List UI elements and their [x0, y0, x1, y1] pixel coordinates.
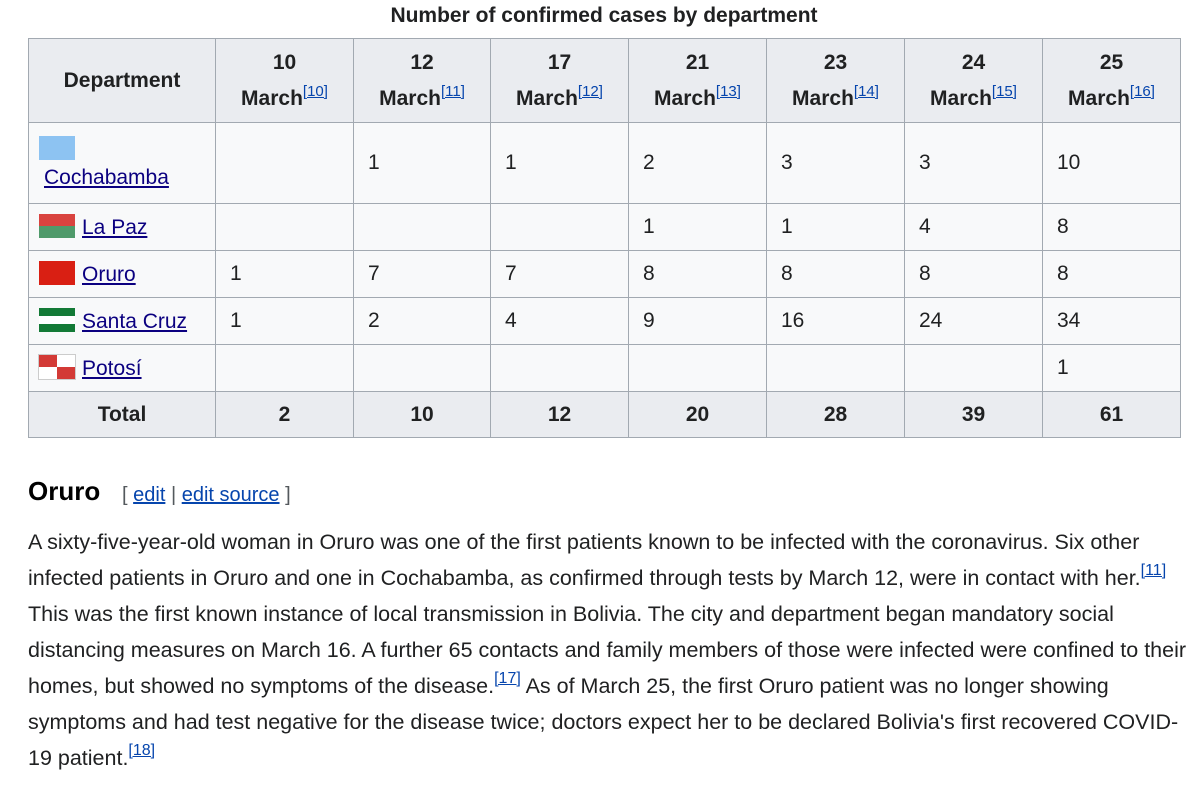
department-link-santa-cruz[interactable]: Santa Cruz: [82, 310, 188, 333]
date-header: [491, 39, 629, 123]
case-count-cell: 2: [354, 298, 491, 345]
edit-bracket-open: [: [122, 484, 128, 506]
case-count-cell: [354, 204, 491, 251]
potosi-flag-icon: [39, 355, 75, 379]
citation-link[interactable]: [11]: [1140, 562, 1167, 579]
total-label: Total: [29, 392, 216, 438]
case-count-cell: 24: [905, 298, 1043, 345]
case-count-cell: [767, 345, 905, 392]
case-count-cell: 34: [1043, 298, 1181, 345]
case-count-cell: 4: [491, 298, 629, 345]
total-cell: 10: [354, 392, 491, 438]
table-row: [29, 123, 1181, 204]
oruro-flag-icon: [39, 261, 75, 285]
table-row: [29, 251, 1181, 298]
date-day: 12: [410, 50, 434, 74]
table-row: [29, 298, 1181, 345]
case-count-cell: [216, 204, 354, 251]
case-count-cell: 1: [216, 251, 354, 298]
citation-link[interactable]: [10]: [302, 82, 328, 100]
case-count-cell: [216, 345, 354, 392]
department-cell: [29, 298, 216, 345]
case-count-cell: 3: [767, 123, 905, 204]
case-count-cell: 1: [216, 298, 354, 345]
department-cell: [29, 251, 216, 298]
case-count-cell: 1: [491, 123, 629, 204]
case-count-cell: 1: [629, 204, 767, 251]
section-paragraph: [28, 524, 1188, 776]
case-count-cell: 16: [767, 298, 905, 345]
case-count-cell: [905, 345, 1043, 392]
table-header-row: [29, 39, 1181, 123]
total-cell: 2: [216, 392, 354, 438]
case-count-cell: 8: [767, 251, 905, 298]
date-header: [905, 39, 1043, 123]
total-cell: 28: [767, 392, 905, 438]
case-count-cell: 4: [905, 204, 1043, 251]
date-header: [767, 39, 905, 123]
cases-table: [28, 38, 1181, 438]
total-cell: 12: [491, 392, 629, 438]
date-header: [629, 39, 767, 123]
case-count-cell: [491, 345, 629, 392]
case-count-cell: 7: [491, 251, 629, 298]
date-day: 24: [961, 50, 986, 74]
edit-source-link[interactable]: edit source: [181, 484, 280, 506]
case-count-cell: [629, 345, 767, 392]
edit-separator: |: [170, 484, 177, 506]
department-cell: [29, 345, 216, 392]
department-link-la-paz[interactable]: La Paz: [82, 216, 148, 239]
date-month: March: [792, 86, 854, 110]
department-cell: [29, 204, 216, 251]
citation-link[interactable]: [12]: [577, 82, 603, 100]
date-day: 23: [823, 50, 848, 74]
date-month: March: [241, 86, 303, 110]
citation-link[interactable]: [11]: [440, 82, 465, 100]
date-header: [1043, 39, 1181, 123]
date-month: March: [1068, 86, 1130, 110]
date-month: March: [654, 86, 716, 110]
citation-link[interactable]: [18]: [128, 742, 156, 759]
case-count-cell: 8: [1043, 204, 1181, 251]
date-header: [354, 39, 491, 123]
paragraph-text: As of March 25, the first Oruro patient was no longer showing symptoms and had test negative for the disease twice; doctors expect her to be declared Bolivia's first recovered COVID-19 patient.: [28, 674, 1179, 770]
date-month: March: [516, 86, 578, 110]
paragraph-text: A sixty-five-year-old woman in Oruro was one of the first patients known to be infected with the coronavirus. Six other infected patients in Oruro and one in Cochabamba, as confirmed through tests by March 12, were in contact with her.: [28, 530, 1141, 590]
date-day: 21: [685, 50, 710, 74]
case-count-cell: 8: [1043, 251, 1181, 298]
citation-link[interactable]: [15]: [991, 82, 1017, 100]
santa-cruz-flag-icon: [39, 308, 75, 332]
case-count-cell: 1: [767, 204, 905, 251]
table-caption: Number of confirmed cases by department: [390, 4, 818, 27]
department-link-oruro[interactable]: Oruro: [82, 263, 136, 286]
case-count-cell: [491, 204, 629, 251]
citation-link[interactable]: [13]: [715, 82, 741, 100]
case-count-cell: 2: [629, 123, 767, 204]
date-month: March: [379, 86, 441, 110]
edit-bracket-close: ]: [285, 484, 291, 506]
date-day: 25: [1099, 50, 1124, 74]
citation-link[interactable]: [16]: [1129, 82, 1155, 100]
total-cell: 61: [1043, 392, 1181, 438]
total-cell: 20: [629, 392, 767, 438]
department-link-cochabamba[interactable]: Cochabamba: [44, 166, 169, 189]
edit-link[interactable]: edit: [133, 484, 166, 506]
table-row: [29, 345, 1181, 392]
citation-link[interactable]: [14]: [853, 82, 879, 100]
case-count-cell: 10: [1043, 123, 1181, 204]
date-month: March: [930, 86, 992, 110]
section-heading: Oruro: [28, 476, 101, 506]
date-day: 10: [272, 50, 297, 74]
department-cell: [29, 123, 216, 204]
case-count-cell: 3: [905, 123, 1043, 204]
total-cell: 39: [905, 392, 1043, 438]
case-count-cell: 9: [629, 298, 767, 345]
la-paz-flag-icon: [39, 214, 75, 238]
date-day: 17: [547, 50, 572, 74]
department-link-potosi[interactable]: Potosí: [82, 357, 142, 380]
case-count-cell: 1: [354, 123, 491, 204]
case-count-cell: [354, 345, 491, 392]
date-header: [216, 39, 354, 123]
case-count-cell: 1: [1043, 345, 1181, 392]
case-count-cell: 8: [905, 251, 1043, 298]
case-count-cell: 7: [354, 251, 491, 298]
edit-links: [122, 484, 291, 507]
department-header: Department: [29, 39, 216, 123]
cochabamba-flag-icon: [39, 136, 75, 160]
paragraph-text: This was the first known instance of local transmission in Bolivia. The city and department began mandatory social distancing measures on March 16. A further 65 contacts and family members of those were infected were confined to their homes, but showed no symptoms of the disease.: [28, 602, 1187, 698]
total-row: [29, 392, 1181, 438]
citation-link[interactable]: [17]: [494, 670, 521, 687]
case-count-cell: 8: [629, 251, 767, 298]
table-row: [29, 204, 1181, 251]
case-count-cell: [216, 123, 354, 204]
